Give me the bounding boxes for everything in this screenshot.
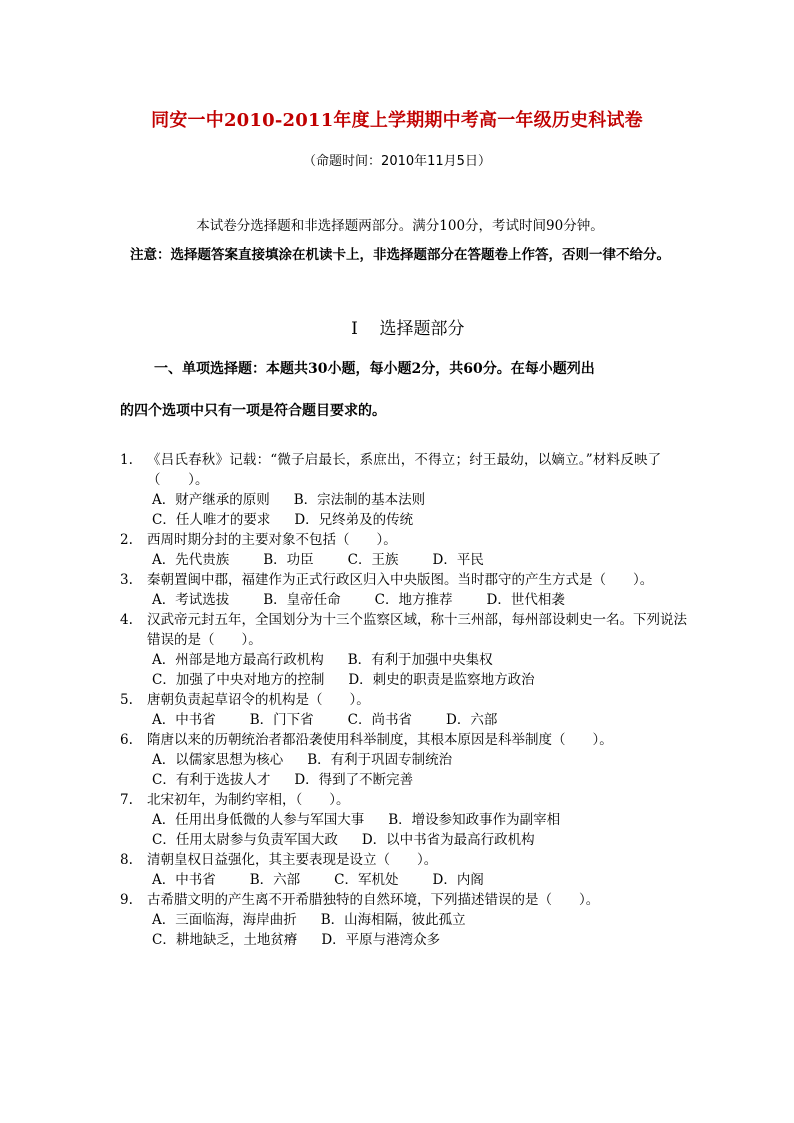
answer-option: A．考试选拔 <box>152 592 230 608</box>
answer-option: B．有利于加强中央集权 <box>347 652 493 668</box>
answer-option: C．有利于选拔人才 <box>152 772 271 788</box>
option-row <box>147 650 695 670</box>
question-number: 3. <box>120 572 133 588</box>
question-text: 唐朝负责起草诏令的机构是（ ）。 <box>147 692 370 708</box>
answer-option: A．以儒家思想为核心 <box>152 752 284 768</box>
question-item <box>120 690 695 730</box>
answer-option: D．得到了不断完善 <box>294 772 414 788</box>
answer-option: A．先代贵族 <box>152 552 230 568</box>
answer-option: B．皇帝任命 <box>263 592 341 608</box>
answer-option: C．任人唯才的要求 <box>152 512 271 528</box>
question-number: 1. <box>120 452 133 468</box>
option-row <box>147 910 695 930</box>
answer-option: D．六部 <box>446 712 498 728</box>
question-item <box>120 730 695 790</box>
answer-option: C．加强了中央对地方的控制 <box>152 672 325 688</box>
question-list <box>120 450 695 950</box>
option-row <box>147 930 695 950</box>
answer-option: C．耕地缺乏，土地贫瘠 <box>152 932 298 948</box>
answer-option: A．中书省 <box>152 712 216 728</box>
answer-option: B．山海相隔，彼此孤立 <box>320 912 466 928</box>
answer-option: B．宗法制的基本法则 <box>293 492 426 508</box>
answer-option: D．兄终弟及的传统 <box>294 512 414 528</box>
part-heading-line2: 的四个选项中只有一项是符合题目要求的。 <box>120 403 386 419</box>
answer-option: D．平民 <box>432 552 484 568</box>
answer-option: C．军机处 <box>334 872 399 888</box>
option-row <box>147 490 695 510</box>
option-row <box>147 870 695 890</box>
answer-option: D．以中书省为最高行政机构 <box>361 832 535 848</box>
answer-option: C．任用太尉参与负责军国大政 <box>152 832 338 848</box>
section-title: 选择题部分 <box>379 319 465 339</box>
answer-option: A．任用出身低微的人参与军国大事 <box>152 812 365 828</box>
option-row <box>147 550 695 570</box>
exam-date: （命题时间：2010年11月5日） <box>303 154 491 169</box>
option-row <box>147 750 695 770</box>
question-item <box>120 610 695 690</box>
option-row <box>147 510 695 530</box>
question-text: 隋唐以来的历朝统治者都沿袭使用科举制度，其根本原因是科举制度（ ）。 <box>147 732 613 748</box>
option-row <box>147 810 695 830</box>
option-row <box>147 670 695 690</box>
answer-option: C．地方推荐 <box>374 592 453 608</box>
exam-title: 同安一中2010-2011年度上学期期中考高一年级历史科试卷 <box>151 110 643 131</box>
question-number: 7. <box>120 792 133 808</box>
answer-option: A．州部是地方最高行政机构 <box>152 652 324 668</box>
section-number: I <box>351 319 358 339</box>
option-row <box>147 770 695 790</box>
question-number: 5. <box>120 692 133 708</box>
question-text: 西周时期分封的主要对象不包括（ ）。 <box>147 532 397 548</box>
answer-option: C．王族 <box>347 552 399 568</box>
answer-option: A．中书省 <box>152 872 216 888</box>
question-item <box>120 850 695 890</box>
question-item <box>120 790 695 850</box>
question-item <box>120 450 695 530</box>
question-number: 6. <box>120 732 133 748</box>
answer-option: C．尚书省 <box>347 712 413 728</box>
exam-instructions: 本试卷分选择题和非选择题两部分。满分100分，考试时间90分钟。 <box>196 218 604 234</box>
option-row <box>147 710 695 730</box>
answer-option: A．财产继承的原则 <box>152 492 270 508</box>
option-row <box>147 590 695 610</box>
question-item <box>120 890 695 950</box>
answer-option: B．有利于巩固专制统治 <box>307 752 453 768</box>
question-number: 8. <box>120 852 133 868</box>
question-text: 秦朝置闽中郡，福建作为正式行政区归入中央版图。当时郡守的产生方式是（ ）。 <box>147 572 654 588</box>
question-text: 清朝皇权日益强化，其主要表现是设立（ ）。 <box>147 852 438 868</box>
question-item <box>120 570 695 610</box>
exam-notice: 注意：选择题答案直接填涂在机读卡上，非选择题部分在答题卷上作答，否则一律不给分。 <box>130 247 670 263</box>
section-heading <box>0 314 794 339</box>
answer-option: D．内阁 <box>432 872 484 888</box>
question-number: 2. <box>120 532 133 548</box>
question-text: 《吕氏春秋》记载：“微子启最长，系庶出，不得立；纣王最幼，以嫡立。”材料反映了（ ）。 <box>147 452 662 488</box>
answer-option: D．刺史的职责是监察地方政治 <box>348 672 535 688</box>
answer-option: A．三面临海，海岸曲折 <box>152 912 297 928</box>
question-item <box>120 530 695 570</box>
answer-option: B．增设参知政事作为副宰相 <box>388 812 561 828</box>
question-number: 4. <box>120 612 133 628</box>
answer-option: B．功臣 <box>263 552 314 568</box>
answer-option: D．世代相袭 <box>486 592 565 608</box>
answer-option: D．平原与港湾众多 <box>321 932 441 948</box>
question-text: 古希腊文明的产生离不开希腊独特的自然环境，下列描述错误的是（ ）。 <box>147 892 600 908</box>
question-number: 9. <box>120 892 133 908</box>
option-row <box>147 830 695 850</box>
question-text: 北宋初年，为制约宰相，（ ）。 <box>147 792 350 808</box>
answer-option: B．门下省 <box>249 712 314 728</box>
part-heading-line1: 一、单项选择题：本题共30小题，每小题2分，共60分。在每小题列出 <box>154 361 595 377</box>
answer-option: B．六部 <box>249 872 301 888</box>
question-text: 汉武帝元封五年，全国划分为十三个监察区域，称十三州部，每州部设刺史一名。下列说法错误的是（ ）。 <box>147 612 687 648</box>
